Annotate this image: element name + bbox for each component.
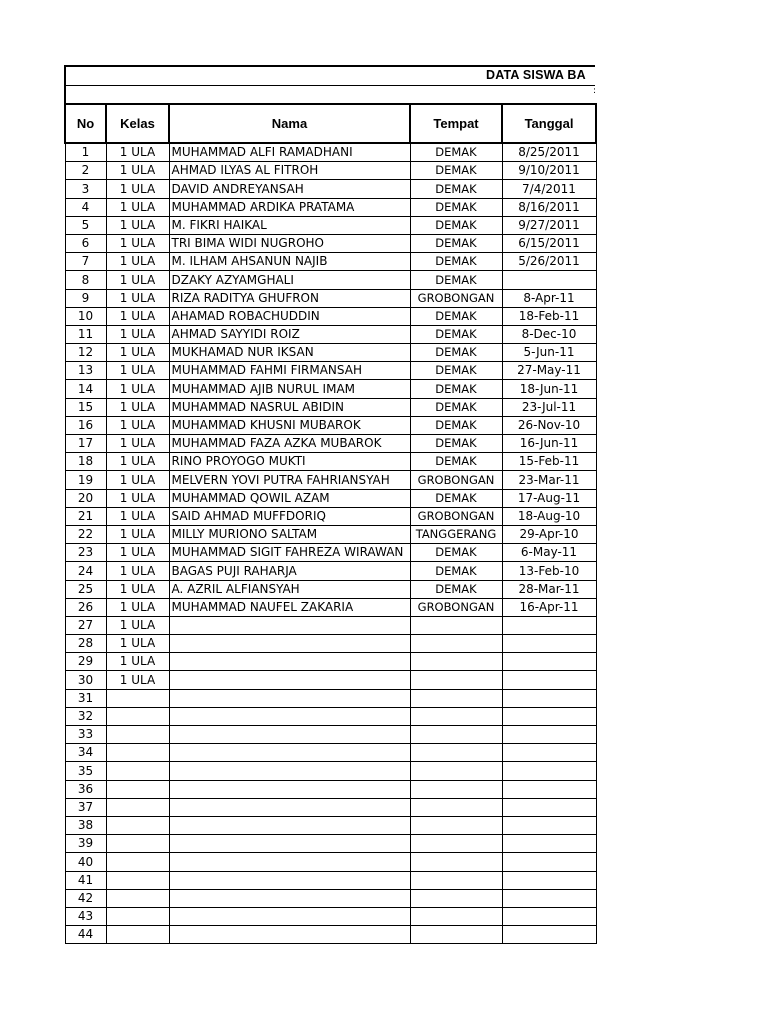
cell-tanggal[interactable]: 13-Feb-10 <box>502 562 596 580</box>
cell-kelas[interactable]: 1 ULA <box>106 471 169 489</box>
cell-kelas[interactable]: 1 ULA <box>106 362 169 380</box>
table-row <box>65 853 596 871</box>
cell-tanggal[interactable]: 27-May-11 <box>502 362 596 380</box>
cell-tanggal[interactable]: 6/15/2011 <box>502 234 596 252</box>
table-row <box>65 926 596 944</box>
cell-nama[interactable]: AHMAD SAYYIDI ROIZ <box>169 325 410 343</box>
cell-kelas[interactable]: 1 ULA <box>106 234 169 252</box>
cell-kelas[interactable]: 1 ULA <box>106 398 169 416</box>
cell-nama[interactable]: MUKHAMAD NUR IKSAN <box>169 344 410 362</box>
student-table <box>64 103 597 944</box>
cell-kelas[interactable]: 1 ULA <box>106 380 169 398</box>
table-row <box>65 271 596 289</box>
table-row <box>65 798 596 816</box>
cell-nama[interactable]: BAGAS PUJI RAHARJA <box>169 562 410 580</box>
table-row <box>65 325 596 343</box>
cell-tempat[interactable]: DEMAK <box>410 489 502 507</box>
table-row <box>65 816 596 834</box>
cell-no[interactable]: 21 <box>65 507 106 525</box>
cell-nama[interactable] <box>169 889 410 907</box>
cell-tempat[interactable] <box>410 871 502 889</box>
cell-no[interactable]: 23 <box>65 544 106 562</box>
cell-kelas[interactable] <box>106 707 169 725</box>
cell-tanggal[interactable]: 15-Feb-11 <box>502 453 596 471</box>
cell-tanggal[interactable]: 9/27/2011 <box>502 216 596 234</box>
cell-no[interactable]: 8 <box>65 271 106 289</box>
cell-tempat[interactable]: DEMAK <box>410 344 502 362</box>
sheet-title: DATA SISWA BA <box>486 68 586 82</box>
cell-no[interactable]: 36 <box>65 780 106 798</box>
cell-no[interactable]: 32 <box>65 707 106 725</box>
cell-no[interactable]: 40 <box>65 853 106 871</box>
cell-nama[interactable]: MUHAMMAD NASRUL ABIDIN <box>169 398 410 416</box>
table-row <box>65 544 596 562</box>
table-row <box>65 871 596 889</box>
cell-no[interactable]: 30 <box>65 671 106 689</box>
cell-tempat[interactable]: DEMAK <box>410 398 502 416</box>
table-row <box>65 744 596 762</box>
cell-no[interactable]: 3 <box>65 180 106 198</box>
cell-no[interactable]: 7 <box>65 253 106 271</box>
cell-tanggal[interactable]: 23-Mar-11 <box>502 471 596 489</box>
cell-nama[interactable]: DAVID ANDREYANSAH <box>169 180 410 198</box>
cell-tanggal[interactable] <box>502 907 596 925</box>
cell-tanggal[interactable]: 8/25/2011 <box>502 143 596 162</box>
cell-nama[interactable] <box>169 853 410 871</box>
table-row <box>65 489 596 507</box>
cell-kelas[interactable]: 1 ULA <box>106 325 169 343</box>
table-row <box>65 507 596 525</box>
cell-nama[interactable] <box>169 671 410 689</box>
cell-tempat[interactable]: DEMAK <box>410 162 502 180</box>
cell-no[interactable]: 39 <box>65 835 106 853</box>
cell-no[interactable]: 19 <box>65 471 106 489</box>
cell-tempat[interactable]: DEMAK <box>410 544 502 562</box>
cell-no[interactable]: 35 <box>65 762 106 780</box>
cell-nama[interactable] <box>169 762 410 780</box>
cell-kelas[interactable]: 1 ULA <box>106 307 169 325</box>
cell-tanggal[interactable] <box>502 853 596 871</box>
cell-tempat[interactable]: DEMAK <box>410 380 502 398</box>
header-kelas[interactable]: Kelas <box>106 104 169 143</box>
cell-nama[interactable] <box>169 926 410 944</box>
cell-tempat[interactable] <box>410 798 502 816</box>
cell-tanggal[interactable]: 7/4/2011 <box>502 180 596 198</box>
cell-tanggal[interactable] <box>502 744 596 762</box>
cell-tanggal[interactable]: 29-Apr-10 <box>502 525 596 543</box>
cell-nama[interactable]: RINO PROYOGO MUKTI <box>169 453 410 471</box>
table-header-row <box>65 104 596 143</box>
table-row <box>65 653 596 671</box>
cell-nama[interactable] <box>169 798 410 816</box>
cell-tanggal[interactable]: 8-Dec-10 <box>502 325 596 343</box>
cell-tempat[interactable] <box>410 816 502 834</box>
cell-kelas[interactable]: 1 ULA <box>106 289 169 307</box>
cell-kelas[interactable]: 1 ULA <box>106 562 169 580</box>
cell-tempat[interactable] <box>410 889 502 907</box>
table-row <box>65 835 596 853</box>
header-tanggal[interactable]: Tanggal <box>502 104 596 143</box>
cell-kelas[interactable] <box>106 835 169 853</box>
cell-no[interactable]: 38 <box>65 816 106 834</box>
table-row <box>65 453 596 471</box>
cell-kelas[interactable]: 1 ULA <box>106 198 169 216</box>
table-row <box>65 525 596 543</box>
cell-nama[interactable]: MUHAMMAD NAUFEL ZAKARIA <box>169 598 410 616</box>
cell-nama[interactable]: DZAKY AZYAMGHALI <box>169 271 410 289</box>
cell-tempat[interactable]: DEMAK <box>410 216 502 234</box>
cell-nama[interactable]: M. FIKRI HAIKAL <box>169 216 410 234</box>
table-row <box>65 616 596 634</box>
table-row <box>65 471 596 489</box>
title-subtext: : <box>593 86 597 96</box>
cell-no[interactable]: 20 <box>65 489 106 507</box>
cell-tempat[interactable] <box>410 926 502 944</box>
cell-nama[interactable] <box>169 835 410 853</box>
cell-nama[interactable]: TRI BIMA WIDI NUGROHO <box>169 234 410 252</box>
cell-no[interactable]: 12 <box>65 344 106 362</box>
cell-kelas[interactable]: 1 ULA <box>106 671 169 689</box>
cell-kelas[interactable]: 1 ULA <box>106 162 169 180</box>
cell-no[interactable]: 1 <box>65 143 106 162</box>
cell-no[interactable]: 4 <box>65 198 106 216</box>
cell-no[interactable]: 18 <box>65 453 106 471</box>
cell-no[interactable]: 37 <box>65 798 106 816</box>
cell-kelas[interactable]: 1 ULA <box>106 344 169 362</box>
cell-nama[interactable]: M. ILHAM AHSANUN NAJIB <box>169 253 410 271</box>
cell-tanggal[interactable] <box>502 271 596 289</box>
cell-no[interactable]: 15 <box>65 398 106 416</box>
table-row <box>65 398 596 416</box>
table-row <box>65 143 596 162</box>
cell-tempat[interactable]: DEMAK <box>410 234 502 252</box>
cell-tempat[interactable]: DEMAK <box>410 562 502 580</box>
cell-nama[interactable]: MILLY MURIONO SALTAM <box>169 525 410 543</box>
cell-tempat[interactable] <box>410 853 502 871</box>
table-row <box>65 307 596 325</box>
cell-tempat[interactable] <box>410 835 502 853</box>
cell-tempat[interactable] <box>410 744 502 762</box>
cell-tanggal[interactable] <box>502 671 596 689</box>
cell-tanggal[interactable]: 17-Aug-11 <box>502 489 596 507</box>
cell-tempat[interactable]: DEMAK <box>410 325 502 343</box>
cell-tanggal[interactable]: 5-Jun-11 <box>502 344 596 362</box>
cell-kelas[interactable]: 1 ULA <box>106 598 169 616</box>
cell-tanggal[interactable] <box>502 762 596 780</box>
table-row <box>65 689 596 707</box>
table-row <box>65 580 596 598</box>
title-area <box>64 65 595 103</box>
cell-nama[interactable]: MUHAMMAD ARDIKA PRATAMA <box>169 198 410 216</box>
cell-tanggal[interactable]: 18-Aug-10 <box>502 507 596 525</box>
cell-kelas[interactable]: 1 ULA <box>106 435 169 453</box>
cell-nama[interactable]: MUHAMMAD AJIB NURUL IMAM <box>169 380 410 398</box>
cell-tempat[interactable]: DEMAK <box>410 307 502 325</box>
table-row <box>65 162 596 180</box>
table-row <box>65 598 596 616</box>
table-row <box>65 671 596 689</box>
cell-no[interactable]: 17 <box>65 435 106 453</box>
cell-nama[interactable] <box>169 653 410 671</box>
cell-kelas[interactable] <box>106 926 169 944</box>
cell-kelas[interactable]: 1 ULA <box>106 616 169 634</box>
cell-tempat[interactable]: DEMAK <box>410 198 502 216</box>
student-data-sheet <box>64 65 595 944</box>
cell-tempat[interactable]: DEMAK <box>410 435 502 453</box>
cell-kelas[interactable]: 1 ULA <box>106 653 169 671</box>
table-row <box>65 889 596 907</box>
cell-tanggal[interactable]: 26-Nov-10 <box>502 416 596 434</box>
cell-kelas[interactable]: 1 ULA <box>106 635 169 653</box>
cell-tanggal[interactable]: 9/10/2011 <box>502 162 596 180</box>
cell-tanggal[interactable] <box>502 689 596 707</box>
cell-tanggal[interactable]: 16-Apr-11 <box>502 598 596 616</box>
cell-tanggal[interactable]: 6-May-11 <box>502 544 596 562</box>
cell-tanggal[interactable] <box>502 616 596 634</box>
cell-kelas[interactable] <box>106 780 169 798</box>
table-row <box>65 289 596 307</box>
cell-no[interactable]: 2 <box>65 162 106 180</box>
cell-tempat[interactable]: DEMAK <box>410 580 502 598</box>
cell-nama[interactable] <box>169 871 410 889</box>
cell-tempat[interactable]: DEMAK <box>410 416 502 434</box>
cell-tanggal[interactable]: 16-Jun-11 <box>502 435 596 453</box>
cell-no[interactable]: 43 <box>65 907 106 925</box>
cell-nama[interactable]: MELVERN YOVI PUTRA FAHRIANSYAH <box>169 471 410 489</box>
cell-no[interactable]: 5 <box>65 216 106 234</box>
cell-kelas[interactable]: 1 ULA <box>106 180 169 198</box>
cell-nama[interactable] <box>169 689 410 707</box>
cell-nama[interactable]: AHMAD ILYAS AL FITROH <box>169 162 410 180</box>
cell-nama[interactable] <box>169 816 410 834</box>
header-nama[interactable]: Nama <box>169 104 410 143</box>
cell-kelas[interactable]: 1 ULA <box>106 525 169 543</box>
table-row <box>65 180 596 198</box>
table-row <box>65 435 596 453</box>
cell-tanggal[interactable]: 18-Feb-11 <box>502 307 596 325</box>
cell-kelas[interactable]: 1 ULA <box>106 271 169 289</box>
cell-kelas[interactable]: 1 ULA <box>106 453 169 471</box>
table-row <box>65 344 596 362</box>
cell-no[interactable]: 9 <box>65 289 106 307</box>
cell-kelas[interactable]: 1 ULA <box>106 253 169 271</box>
cell-nama[interactable] <box>169 907 410 925</box>
cell-kelas[interactable]: 1 ULA <box>106 216 169 234</box>
cell-tempat[interactable] <box>410 780 502 798</box>
table-row <box>65 234 596 252</box>
cell-nama[interactable]: RIZA RADITYA GHUFRON <box>169 289 410 307</box>
cell-no[interactable]: 14 <box>65 380 106 398</box>
cell-tempat[interactable] <box>410 726 502 744</box>
cell-kelas[interactable]: 1 ULA <box>106 544 169 562</box>
cell-no[interactable]: 24 <box>65 562 106 580</box>
cell-no[interactable]: 25 <box>65 580 106 598</box>
table-row <box>65 707 596 725</box>
cell-tanggal[interactable] <box>502 871 596 889</box>
cell-tanggal[interactable] <box>502 707 596 725</box>
table-row <box>65 762 596 780</box>
cell-no[interactable]: 28 <box>65 635 106 653</box>
cell-tempat[interactable]: DEMAK <box>410 253 502 271</box>
cell-tanggal[interactable]: 5/26/2011 <box>502 253 596 271</box>
cell-tempat[interactable] <box>410 653 502 671</box>
cell-no[interactable]: 34 <box>65 744 106 762</box>
header-no[interactable]: No <box>65 104 106 143</box>
cell-tempat[interactable]: TANGGERANG <box>410 525 502 543</box>
table-row <box>65 726 596 744</box>
cell-nama[interactable]: MUHAMMAD KHUSNI MUBAROK <box>169 416 410 434</box>
cell-nama[interactable]: AHAMAD ROBACHUDDIN <box>169 307 410 325</box>
cell-no[interactable]: 29 <box>65 653 106 671</box>
cell-tempat[interactable] <box>410 707 502 725</box>
cell-tempat[interactable] <box>410 762 502 780</box>
cell-nama[interactable] <box>169 707 410 725</box>
table-row <box>65 635 596 653</box>
cell-no[interactable]: 33 <box>65 726 106 744</box>
cell-tanggal[interactable]: 18-Jun-11 <box>502 380 596 398</box>
cell-nama[interactable]: MUHAMMAD FAZA AZKA MUBAROK <box>169 435 410 453</box>
cell-nama[interactable] <box>169 616 410 634</box>
cell-tempat[interactable] <box>410 689 502 707</box>
cell-no[interactable]: 16 <box>65 416 106 434</box>
cell-kelas[interactable] <box>106 798 169 816</box>
table-row <box>65 216 596 234</box>
cell-tanggal[interactable] <box>502 798 596 816</box>
cell-kelas[interactable]: 1 ULA <box>106 489 169 507</box>
table-body <box>65 143 596 944</box>
cell-nama[interactable] <box>169 635 410 653</box>
table-row <box>65 362 596 380</box>
title-divider <box>66 85 595 86</box>
cell-tempat[interactable] <box>410 635 502 653</box>
cell-nama[interactable]: SAID AHMAD MUFFDORIQ <box>169 507 410 525</box>
cell-kelas[interactable] <box>106 889 169 907</box>
header-tempat[interactable]: Tempat <box>410 104 502 143</box>
table-row <box>65 907 596 925</box>
cell-no[interactable]: 31 <box>65 689 106 707</box>
cell-tanggal[interactable]: 23-Jul-11 <box>502 398 596 416</box>
cell-no[interactable]: 27 <box>65 616 106 634</box>
table-row <box>65 253 596 271</box>
table-row <box>65 416 596 434</box>
cell-tanggal[interactable] <box>502 780 596 798</box>
cell-tempat[interactable] <box>410 671 502 689</box>
cell-tempat[interactable]: DEMAK <box>410 180 502 198</box>
cell-kelas[interactable] <box>106 871 169 889</box>
cell-tanggal[interactable]: 8/16/2011 <box>502 198 596 216</box>
cell-tanggal[interactable]: 28-Mar-11 <box>502 580 596 598</box>
cell-kelas[interactable] <box>106 853 169 871</box>
cell-no[interactable]: 13 <box>65 362 106 380</box>
cell-tanggal[interactable] <box>502 653 596 671</box>
table-row <box>65 562 596 580</box>
cell-tempat[interactable]: GROBONGAN <box>410 289 502 307</box>
cell-nama[interactable]: MUHAMMAD ALFI RAMADHANI <box>169 143 410 162</box>
cell-tempat[interactable]: GROBONGAN <box>410 598 502 616</box>
cell-tanggal[interactable] <box>502 889 596 907</box>
cell-tanggal[interactable] <box>502 816 596 834</box>
cell-kelas[interactable]: 1 ULA <box>106 416 169 434</box>
cell-tanggal[interactable] <box>502 726 596 744</box>
cell-tanggal[interactable] <box>502 926 596 944</box>
cell-kelas[interactable] <box>106 744 169 762</box>
cell-nama[interactable]: A. AZRIL ALFIANSYAH <box>169 580 410 598</box>
cell-tanggal[interactable]: 8-Apr-11 <box>502 289 596 307</box>
cell-no[interactable]: 11 <box>65 325 106 343</box>
cell-tempat[interactable]: DEMAK <box>410 453 502 471</box>
cell-kelas[interactable]: 1 ULA <box>106 507 169 525</box>
cell-kelas[interactable] <box>106 726 169 744</box>
table-row <box>65 380 596 398</box>
cell-no[interactable]: 22 <box>65 525 106 543</box>
cell-no[interactable]: 26 <box>65 598 106 616</box>
cell-tempat[interactable] <box>410 616 502 634</box>
cell-nama[interactable]: MUHAMMAD SIGIT FAHREZA WIRAWAN <box>169 544 410 562</box>
cell-no[interactable]: 6 <box>65 234 106 252</box>
cell-tempat[interactable]: DEMAK <box>410 271 502 289</box>
cell-tempat[interactable] <box>410 907 502 925</box>
cell-tempat[interactable]: GROBONGAN <box>410 507 502 525</box>
cell-kelas[interactable] <box>106 689 169 707</box>
cell-no[interactable]: 44 <box>65 926 106 944</box>
cell-nama[interactable] <box>169 780 410 798</box>
cell-nama[interactable] <box>169 726 410 744</box>
cell-nama[interactable]: MUHAMMAD FAHMI FIRMANSAH <box>169 362 410 380</box>
cell-tempat[interactable]: DEMAK <box>410 143 502 162</box>
cell-kelas[interactable]: 1 ULA <box>106 143 169 162</box>
cell-nama[interactable] <box>169 744 410 762</box>
cell-kelas[interactable] <box>106 762 169 780</box>
cell-tanggal[interactable] <box>502 635 596 653</box>
cell-kelas[interactable] <box>106 816 169 834</box>
table-row <box>65 780 596 798</box>
cell-tempat[interactable]: DEMAK <box>410 362 502 380</box>
cell-no[interactable]: 42 <box>65 889 106 907</box>
cell-kelas[interactable] <box>106 907 169 925</box>
cell-tanggal[interactable] <box>502 835 596 853</box>
cell-nama[interactable]: MUHAMMAD QOWIL AZAM <box>169 489 410 507</box>
cell-no[interactable]: 10 <box>65 307 106 325</box>
cell-no[interactable]: 41 <box>65 871 106 889</box>
cell-kelas[interactable]: 1 ULA <box>106 580 169 598</box>
cell-tempat[interactable]: GROBONGAN <box>410 471 502 489</box>
table-row <box>65 198 596 216</box>
